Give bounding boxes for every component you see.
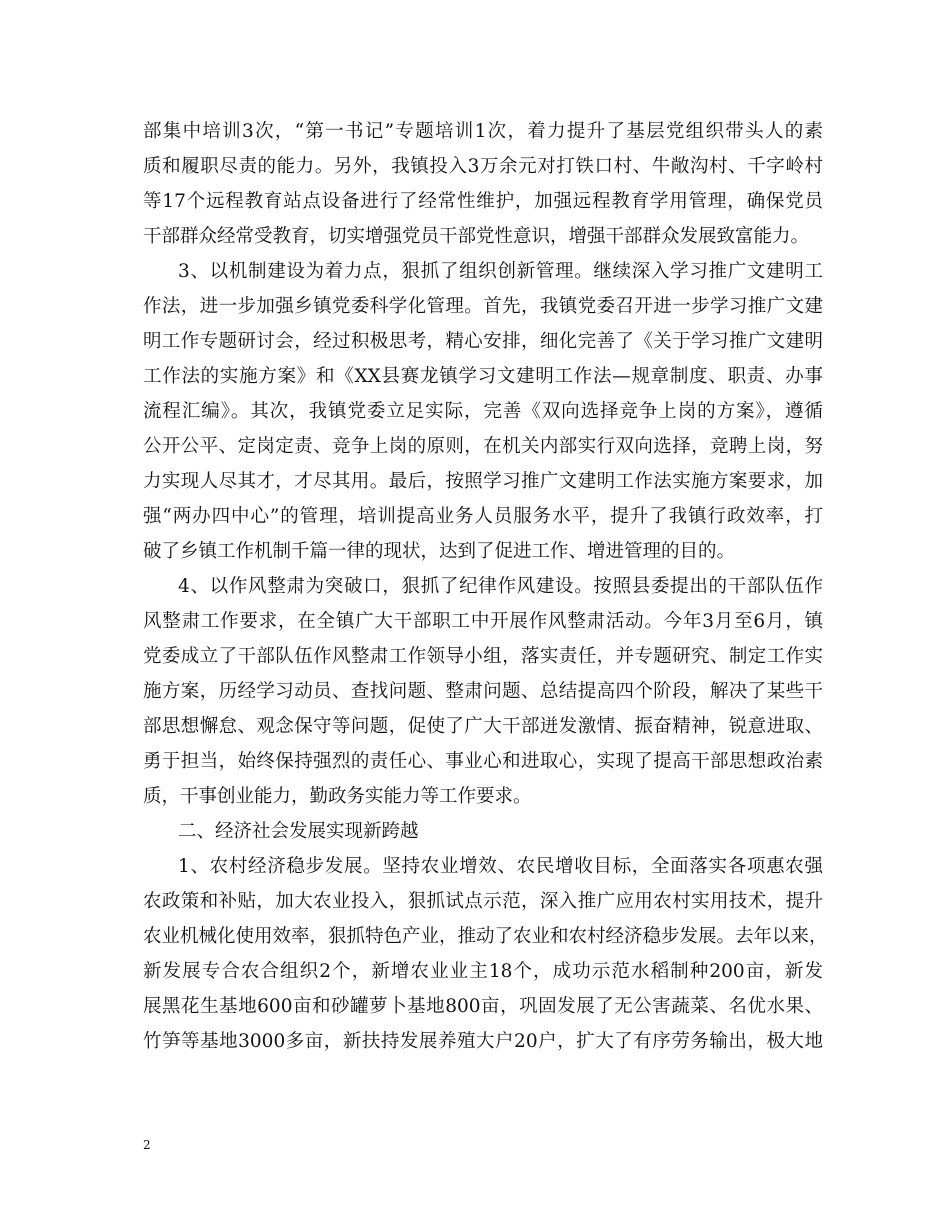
body-text-line: 新发展专合农合组织2个，新增农业业主18个，成功示范水稻制种200亩，新发 <box>143 961 823 982</box>
body-text-line: 部思想懈怠、观念保守等问题，促使了广大干部迸发激情、振奋精神，锐意进取、 <box>143 716 823 737</box>
body-text-line: 风整肃工作要求，在全镇广大干部职工中开展作风整肃活动。今年3月至6月，镇 <box>143 611 823 632</box>
body-text-line: 明工作专题研讨会，经过积极思考，精心安排，细化完善了《关于学习推广文建明 <box>143 331 823 352</box>
paragraph-start-line: 3、以机制建设为着力点，狠抓了组织创新管理。继续深入学习推广文建明工 <box>178 261 823 282</box>
body-text-line: 破了乡镇工作机制千篇一律的现状，达到了促进工作、增进管理的目的。 <box>143 541 736 562</box>
body-text-line: 力实现人尽其才，才尽其用。最后，按照学习推广文建明工作法实施方案要求，加 <box>143 471 823 492</box>
body-text-line: 质，干事创业能力，勤政务实能力等工作要求。 <box>143 786 532 807</box>
body-text-line: 勇于担当，始终保持强烈的责任心、事业心和进取心，实现了提高干部思想政治素 <box>143 751 823 772</box>
body-text-line: 公开公平、定岗定责、竞争上岗的原则，在机关内部实行双向选择，竞聘上岗，努 <box>143 436 823 457</box>
body-text-line: 质和履职尽责的能力。另外，我镇投入3万余元对打铁口村、牛敞沟村、千字岭村 <box>143 156 823 177</box>
paragraph-start-line: 4、以作风整肃为突破口，狠抓了纪律作风建设。按照县委提出的干部队伍作 <box>178 576 823 597</box>
body-text-line: 干部群众经常受教育，切实增强党员干部党性意识，增强干部群众发展致富能力。 <box>143 226 810 247</box>
body-text-line: 展黑花生基地600亩和砂罐萝卜基地800亩，巩固发展了无公害蔬菜、名优水果、 <box>143 996 823 1017</box>
paragraph-start-line: 1、农村经济稳步发展。坚持农业增效、农民增收目标，全面落实各项惠农强 <box>178 856 823 877</box>
body-text-line: 作法，进一步加强乡镇党委科学化管理。首先，我镇党委召开进一步学习推广文建 <box>143 296 823 317</box>
body-text-line: 工作法的实施方案》和《XX县赛龙镇学习文建明工作法—规章制度、职责、办事 <box>143 366 823 387</box>
body-text-line: 农政策和补贴，加大农业投入，狠抓试点示范，深入推广应用农村实用技术，提升 <box>143 891 823 912</box>
body-text-line: 等17个远程教育站点设备进行了经常性维护，加强远程教育学用管理，确保党员 <box>143 191 823 212</box>
body-text-line: 流程汇编》。其次，我镇党委立足实际，完善《双向选择竞争上岗的方案》，遵循 <box>143 401 823 422</box>
body-text-line: 党委成立了干部队伍作风整肃工作领导小组，落实责任，并专题研究、制定工作实 <box>143 646 823 667</box>
body-text-line: 农业机械化使用效率，狠抓特色产业，推动了农业和农村经济稳步发展。去年以来， <box>143 926 828 947</box>
section-heading: 二、经济社会发展实现新跨越 <box>178 821 419 842</box>
page-number: 2 <box>143 1138 151 1152</box>
body-text-line: 竹笋等基地3000多亩，新扶持发展养殖大户20户，扩大了有序劳务输出，极大地 <box>143 1031 823 1052</box>
body-text-line: 强“两办四中心”的管理，培训提高业务人员服务水平，提升了我镇行政效率，打 <box>143 506 823 527</box>
body-text-line: 施方案，历经学习动员、查找问题、整肃问题、总结提高四个阶段，解决了某些干 <box>143 681 823 702</box>
body-text-line: 部集中培训3次，“第一书记”专题培训1次，着力提升了基层党组织带头人的素 <box>143 121 823 142</box>
